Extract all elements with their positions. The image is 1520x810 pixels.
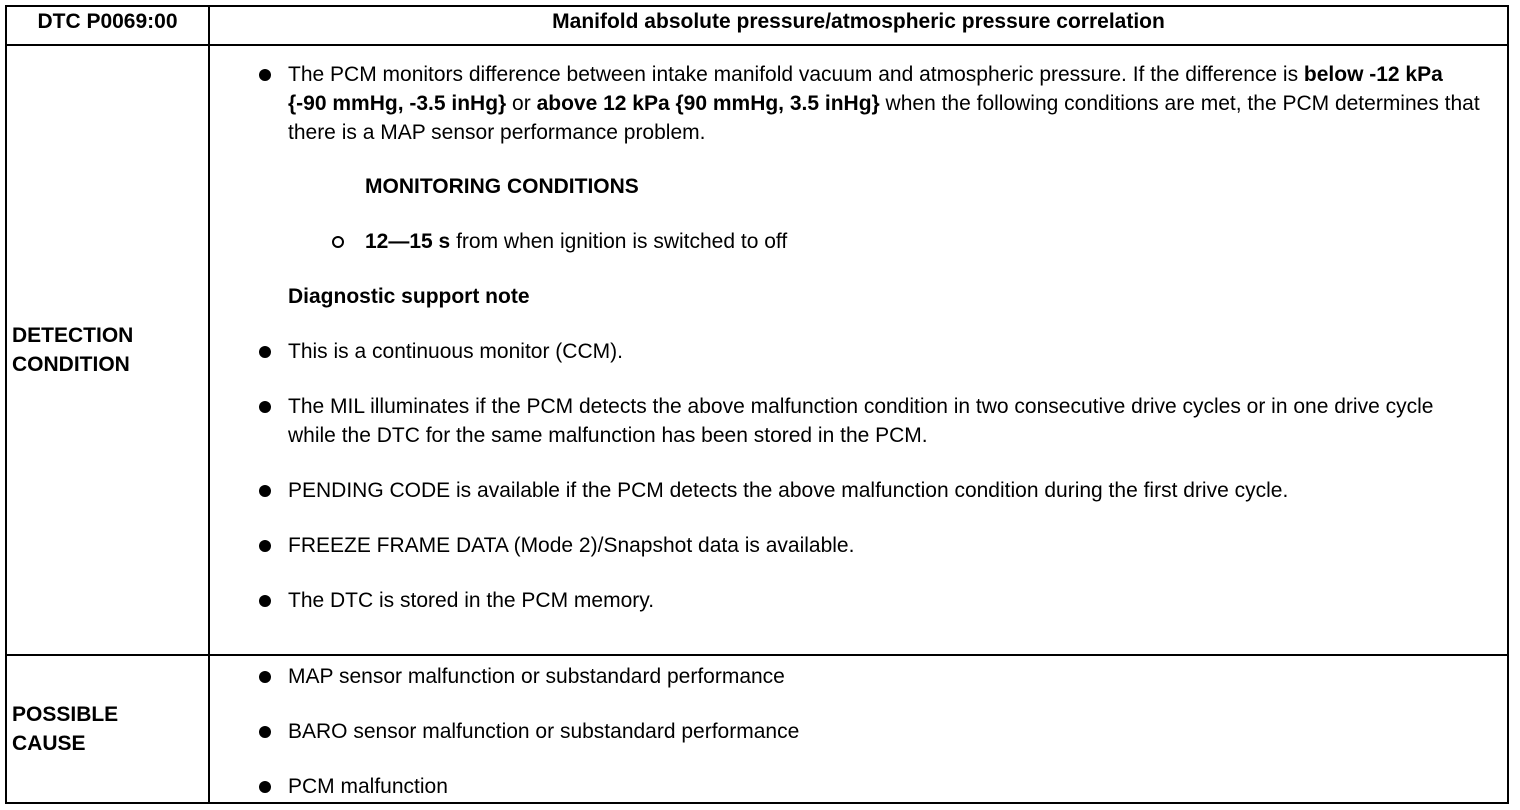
bullet-icon (259, 671, 271, 683)
dtc-table (5, 5, 1509, 804)
monitoring-condition-item: 12—15 s from when ignition is switched to off (210, 227, 1507, 256)
note-item: This is a continuous monitor (CCM). (210, 337, 1507, 366)
detection-intro: The PCM monitors difference between intake manifold vacuum and atmospheric pressure. If the difference is below -12 kPa {-90 mmHg, -3.5 inHg} or above 12 kPa {90 mmHg, 3.5 inHg} when the following conditions are met, the PCM determines that there is a MAP sensor performance problem. (210, 60, 1507, 147)
cause-item: BARO sensor malfunction or substandard performance (210, 717, 1507, 746)
cause-label: POSSIBLE CAUSE (6, 655, 209, 803)
bullet-icon (259, 540, 271, 552)
note-item: The MIL illuminates if the PCM detects the above malfunction condition in two consecutive drive cycles or in one drive cycle while the DTC for the same malfunction has been stored in the PCM. (210, 392, 1507, 450)
monitoring-conditions-title: MONITORING CONDITIONS (365, 175, 639, 198)
dtc-code: DTC P0069:00 (6, 6, 209, 45)
bullet-icon (259, 69, 271, 81)
bullet-icon (259, 401, 271, 413)
detection-content (209, 45, 1508, 655)
bullet-icon (259, 595, 271, 607)
bullet-icon (259, 726, 271, 738)
note-item: The DTC is stored in the PCM memory. (210, 586, 1507, 615)
bullet-icon (259, 485, 271, 497)
cause-item: MAP sensor malfunction or substandard performance (210, 662, 1507, 691)
cause-row (6, 655, 1508, 803)
bullet-icon (259, 781, 271, 793)
note-item: FREEZE FRAME DATA (Mode 2)/Snapshot data is available. (210, 531, 1507, 560)
note-item: PENDING CODE is available if the PCM detects the above malfunction condition during the first drive cycle. (210, 476, 1507, 505)
dtc-title: Manifold absolute pressure/atmospheric pressure correlation (209, 6, 1508, 45)
detection-label: DETECTION CONDITION (6, 45, 209, 655)
detection-row (6, 45, 1508, 655)
diagnostic-support-note-title: Diagnostic support note (288, 285, 530, 308)
circle-bullet-icon (332, 236, 344, 248)
cause-item: PCM malfunction (210, 772, 1507, 801)
bullet-icon (259, 346, 271, 358)
header-row (6, 6, 1508, 45)
cause-content (209, 655, 1508, 803)
